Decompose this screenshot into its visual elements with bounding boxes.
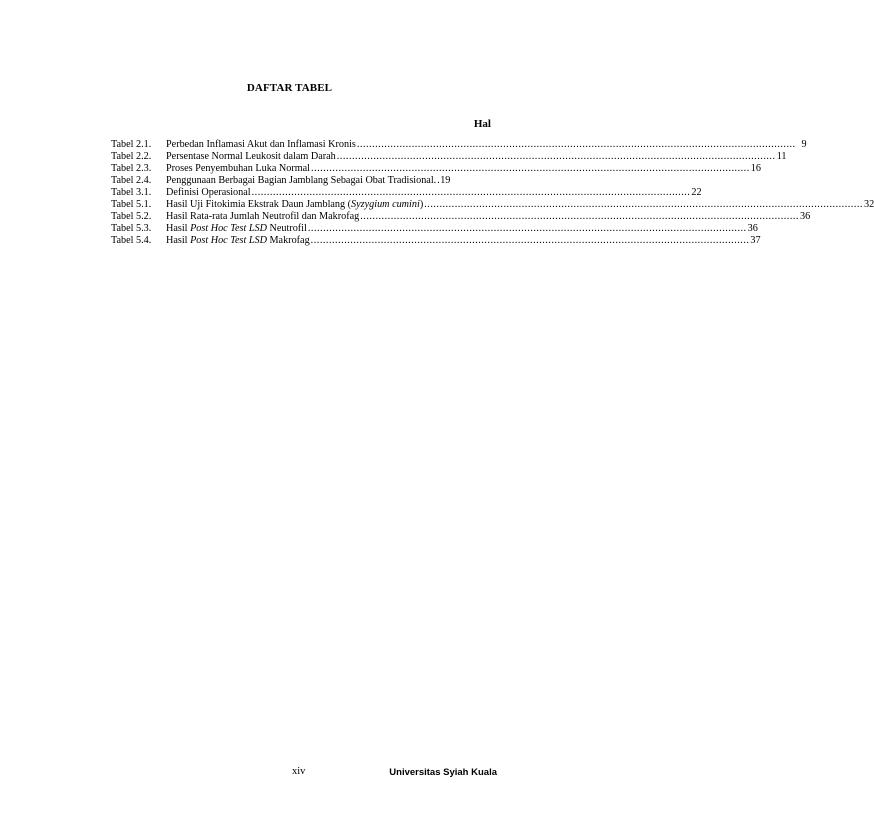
table-caption: Definisi Operasional (166, 187, 251, 198)
table-number: Tabel 2.3. (111, 163, 152, 174)
page-number: 16 (750, 163, 761, 174)
page-number: 9 (801, 139, 807, 150)
table-number: Tabel 5.1. (111, 199, 152, 210)
dot-leader (252, 187, 691, 199)
page-number: 37 (750, 235, 761, 246)
table-list (111, 139, 874, 247)
page-column-header: Hal (473, 118, 491, 130)
list-item[interactable] (111, 163, 761, 175)
list-item[interactable] (111, 223, 758, 235)
dot-leader (424, 199, 863, 211)
page-number: 36 (799, 211, 811, 222)
table-number: Tabel 5.3. (111, 223, 152, 234)
table-caption: Hasil Uji Fitokimia Ekstrak Daun Jamblang (Syzygium cumini) (166, 199, 424, 210)
table-caption: Perbedan Inflamasi Akut dan Inflamasi Kronis (166, 139, 356, 150)
list-item[interactable] (111, 139, 807, 151)
page-number: 22 (691, 187, 702, 198)
dot-leader (360, 211, 799, 223)
page-number: 11 (776, 151, 787, 162)
list-item[interactable] (111, 211, 811, 223)
dot-leader (357, 139, 796, 151)
table-caption: Hasil Post Hoc Test LSD Makrofag (166, 235, 310, 246)
dot-leader (308, 223, 747, 235)
page-number: 19 (440, 175, 451, 186)
table-caption: Hasil Post Hoc Test LSD Neutrofil (166, 223, 307, 234)
list-item[interactable] (111, 199, 874, 211)
table-number: Tabel 5.2. (111, 211, 152, 222)
dot-leader (337, 151, 776, 163)
list-item[interactable] (111, 175, 490, 187)
table-caption: Penggunaan Berbagai Bagian Jamblang Sebagai Obat Tradisional. (166, 175, 437, 186)
footer-page-number: xiv (292, 766, 306, 777)
table-number: Tabel 2.4. (111, 175, 152, 186)
table-number: Tabel 2.1. (111, 139, 152, 150)
list-item[interactable] (111, 151, 787, 163)
table-caption: Persentase Normal Leukosit dalam Darah (166, 151, 336, 162)
table-number: Tabel 5.4. (111, 235, 152, 246)
table-number: Tabel 3.1. (111, 187, 152, 198)
list-item[interactable] (111, 187, 702, 199)
dot-leader (311, 235, 750, 247)
footer-institution: Universitas Syiah Kuala (389, 767, 497, 778)
table-caption: Proses Penyembuhan Luka Normal (166, 163, 311, 174)
dot-leader (311, 163, 750, 175)
dot-leader (437, 175, 439, 187)
page-number: 32 (863, 199, 874, 210)
page-title: DAFTAR TABEL (246, 82, 333, 94)
table-caption: Hasil Rata-rata Jumlah Neutrofil dan Makrofag (166, 211, 360, 222)
table-number: Tabel 2.2. (111, 151, 152, 162)
list-item[interactable] (111, 235, 761, 247)
page-number: 36 (747, 223, 758, 234)
